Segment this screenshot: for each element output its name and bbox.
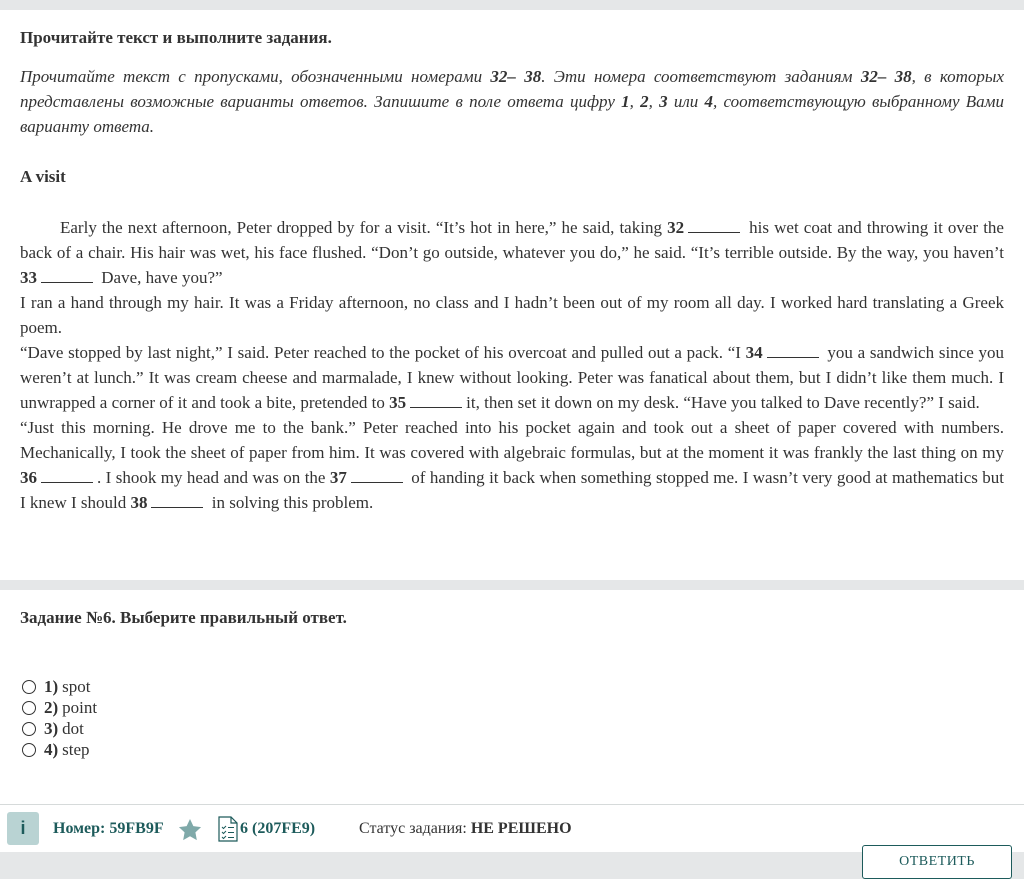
status-label: Статус задания: (359, 820, 467, 837)
section-separator (0, 580, 1024, 590)
gap-number: 38 (130, 493, 148, 512)
instruction-range: 32– 38 (860, 67, 912, 86)
variant-document-icon[interactable] (218, 816, 238, 842)
gap-blank (151, 493, 203, 508)
answer-option-4[interactable] (20, 739, 97, 760)
instruction-digit: 3 (659, 92, 668, 111)
story-fragment: of handing it back when something stopped me. I wasn’t very good at mathematics but I knew I should (20, 468, 1005, 512)
story-paragraph: I ran a hand through my hair. It was a Friday afternoon, no class and I hadn’t been out of my room all day. I worked hard translating a Greek poem. (20, 293, 1004, 337)
gap-blank (351, 468, 403, 483)
gap-blank (41, 268, 93, 283)
radio-button[interactable] (22, 722, 36, 736)
story-fragment: . I shook my head and was on the (97, 468, 330, 487)
variant-link[interactable]: 6 (207FE9) (240, 820, 316, 837)
reading-text-card (0, 10, 1024, 580)
instruction-part: или (667, 92, 705, 111)
gap-number: 32 (667, 218, 685, 237)
story-fragment: you a sandwich since you weren’t at lunch.” It was cream cheese and marmalade, I knew without looking. Peter was fanatical about them, but I didn’t like them much. I unwrapped a corner of it and took a bite, pretended to (20, 343, 1004, 412)
task-title: Задание №6. Выберите правильный ответ. (20, 608, 347, 627)
instruction-digit: 2 (640, 92, 649, 111)
gap-blank (767, 343, 819, 358)
instruction-text (20, 64, 1004, 139)
story-paragraph (20, 215, 1004, 290)
story-fragment: “Dave stopped by last night,” I said. Peter reached to the pocket of his overcoat and pulled out a pack. “I (20, 343, 746, 362)
task-number: Номер: 59FB9F (53, 820, 164, 837)
option-number: 4) (44, 739, 59, 759)
story-text (20, 215, 1004, 515)
option-number: 1) (44, 676, 59, 696)
answer-button[interactable]: ОТВЕТИТЬ (862, 845, 1012, 879)
gap-number: 35 (389, 393, 407, 412)
story-fragment: in solving this problem. (207, 493, 374, 512)
gap-number: 37 (329, 468, 347, 487)
instruction-range: 32– 38 (490, 67, 542, 86)
gap-blank (410, 393, 462, 408)
option-number: 2) (44, 697, 59, 717)
radio-button[interactable] (22, 743, 36, 757)
answer-option-3[interactable] (20, 718, 97, 739)
story-paragraph (20, 415, 1004, 515)
instruction-part: , (629, 92, 641, 111)
gap-blank (41, 468, 93, 483)
option-label: dot (62, 718, 84, 738)
instruction-part: , (648, 92, 660, 111)
story-fragment: it, then set it down on my desk. “Have you talked to Dave recently?” I said. (466, 393, 980, 412)
star-icon[interactable] (176, 817, 204, 843)
radio-button[interactable] (22, 701, 36, 715)
option-number: 3) (44, 718, 59, 738)
instruction-part: . Эти номера соответствуют заданиям (541, 67, 861, 86)
instruction-part: Прочитайте текст с пропусками, обозначенными номерами (20, 67, 491, 86)
option-label: spot (62, 676, 91, 696)
gap-blank (688, 218, 740, 233)
gap-number: 33 (20, 268, 37, 287)
gap-number: 34 (745, 343, 763, 362)
task-status (359, 820, 572, 838)
story-fragment: Dave, have you?” (97, 268, 223, 287)
gap-number: 36 (20, 468, 37, 487)
answer-option-1[interactable] (20, 676, 97, 697)
answer-option-2[interactable] (20, 697, 97, 718)
option-label: point (62, 697, 98, 717)
info-button[interactable]: i (7, 812, 39, 845)
story-fragment: “Just this morning. He drove me to the bank.” Peter reached into his pocket again and took out a sheet of paper covered with numbers. Mechanically, I took the sheet of paper from him. It was covered with algebraic formulas, but at the moment it was frankly the last thing on my (20, 418, 1004, 462)
task-card (0, 590, 1024, 804)
status-value: НЕ РЕШЕНО (470, 820, 572, 837)
instruction-digit: 1 (621, 92, 630, 111)
instruction-title: Прочитайте текст и выполните задания. (20, 28, 332, 47)
instruction-digit: 4 (704, 92, 713, 111)
instruction-part: , в которых представлены возможные варианты ответов. Запишите в поле ответа цифру (20, 67, 1004, 111)
answer-options (20, 676, 97, 760)
top-strip (0, 0, 1024, 10)
story-paragraph (20, 340, 1004, 415)
instruction-part: , соответствующую выбранному Вами варианту ответа. (20, 92, 1005, 136)
story-title: A visit (20, 167, 66, 186)
story-fragment: his wet coat and throwing it over the back of a chair. His hair was wet, his face flushed. “Don’t go outside, whatever you do,” he said. “It’s terrible outside. By the way, you haven’t (20, 218, 1004, 262)
story-fragment: Early the next afternoon, Peter dropped by for a visit. “It’s hot in here,” he said, taking (60, 218, 668, 237)
radio-button[interactable] (22, 680, 36, 694)
option-label: step (62, 739, 90, 759)
